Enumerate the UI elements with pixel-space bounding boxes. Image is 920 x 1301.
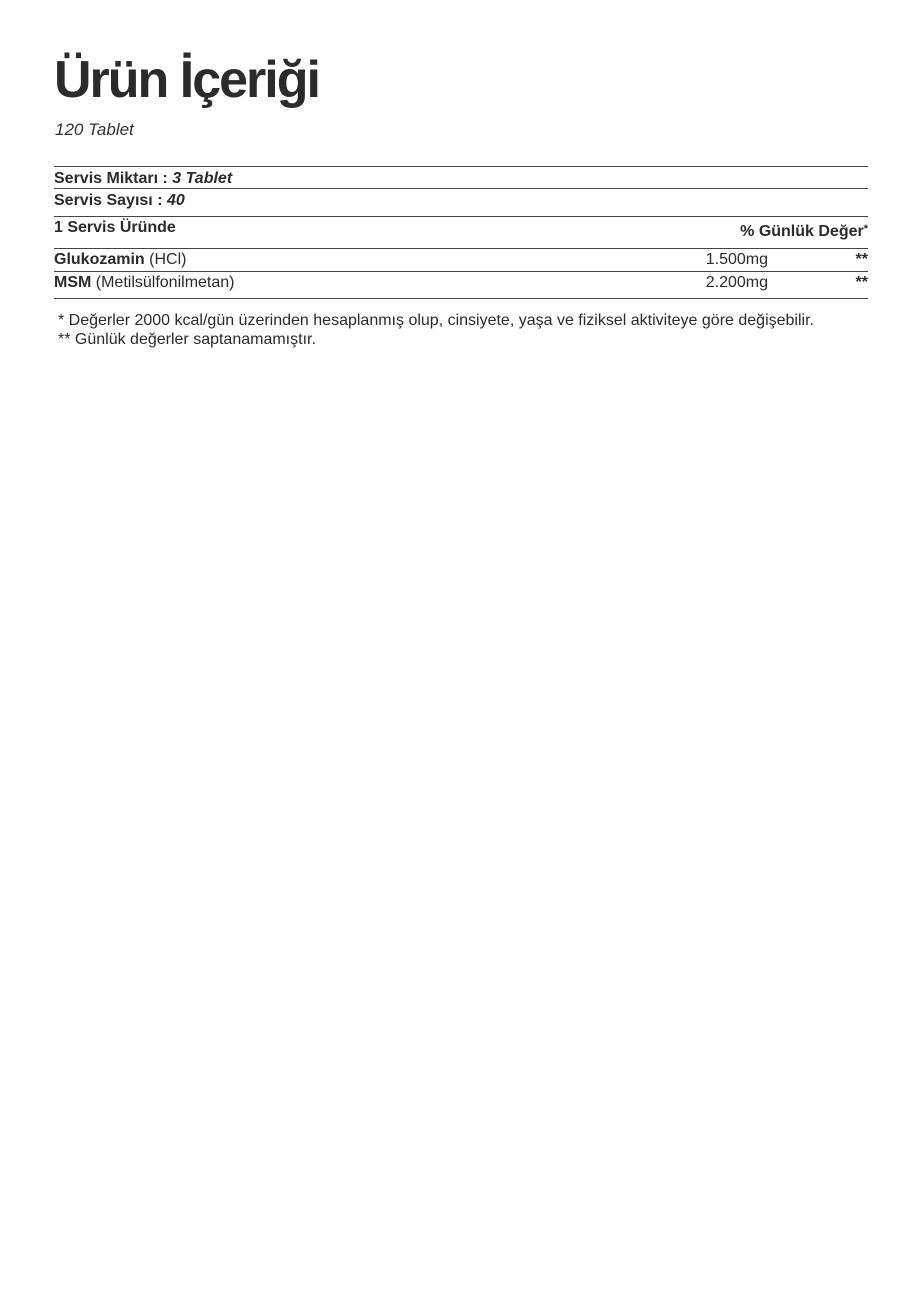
table-row (54, 250, 868, 270)
divider (54, 248, 868, 249)
serving-count-row (54, 191, 868, 211)
divider (54, 166, 868, 167)
ingredient-daily-value: ** (855, 274, 868, 291)
ingredient-amount: 2.200mg (705, 274, 768, 291)
footnote-daily-value: * Değerler 2000 kcal/gün üzerinden hesaplanmış olup, cinsiyete, yaşa ve fiziksel aktiviteye göre değişebilir. (58, 312, 814, 329)
ingredient-name: Glukozamin (54, 251, 145, 268)
serving-count-label: Servis Sayısı : (54, 192, 167, 209)
ingredient-name: MSM (54, 274, 92, 291)
footnote-not-established: ** Günlük değerler saptanamamıştır. (58, 331, 316, 348)
divider (54, 298, 868, 299)
package-size: 120 Tablet (55, 120, 134, 139)
per-serving-label: 1 Servis Üründe (54, 219, 176, 236)
serving-size-label: Servis Miktarı : (54, 170, 173, 187)
divider (54, 216, 868, 217)
daily-value-label: % Günlük Değer (740, 223, 864, 240)
daily-value-header (740, 222, 868, 242)
ingredient-detail: (Metilsülfonilmetan) (91, 274, 235, 291)
serving-size-value: 3 Tablet (172, 170, 233, 187)
ingredient-amount: 1.500mg (705, 251, 768, 268)
ingredient-daily-value: ** (855, 251, 868, 268)
serving-count-value: 40 (166, 192, 185, 209)
ingredient-detail: (HCl) (144, 251, 187, 268)
daily-value-asterisk: * (863, 223, 868, 235)
divider (54, 188, 868, 189)
page-title: Ürün İçeriği (54, 51, 319, 109)
divider (54, 271, 868, 272)
table-header (54, 218, 868, 248)
table-row (54, 273, 868, 293)
serving-size-row (54, 169, 868, 189)
